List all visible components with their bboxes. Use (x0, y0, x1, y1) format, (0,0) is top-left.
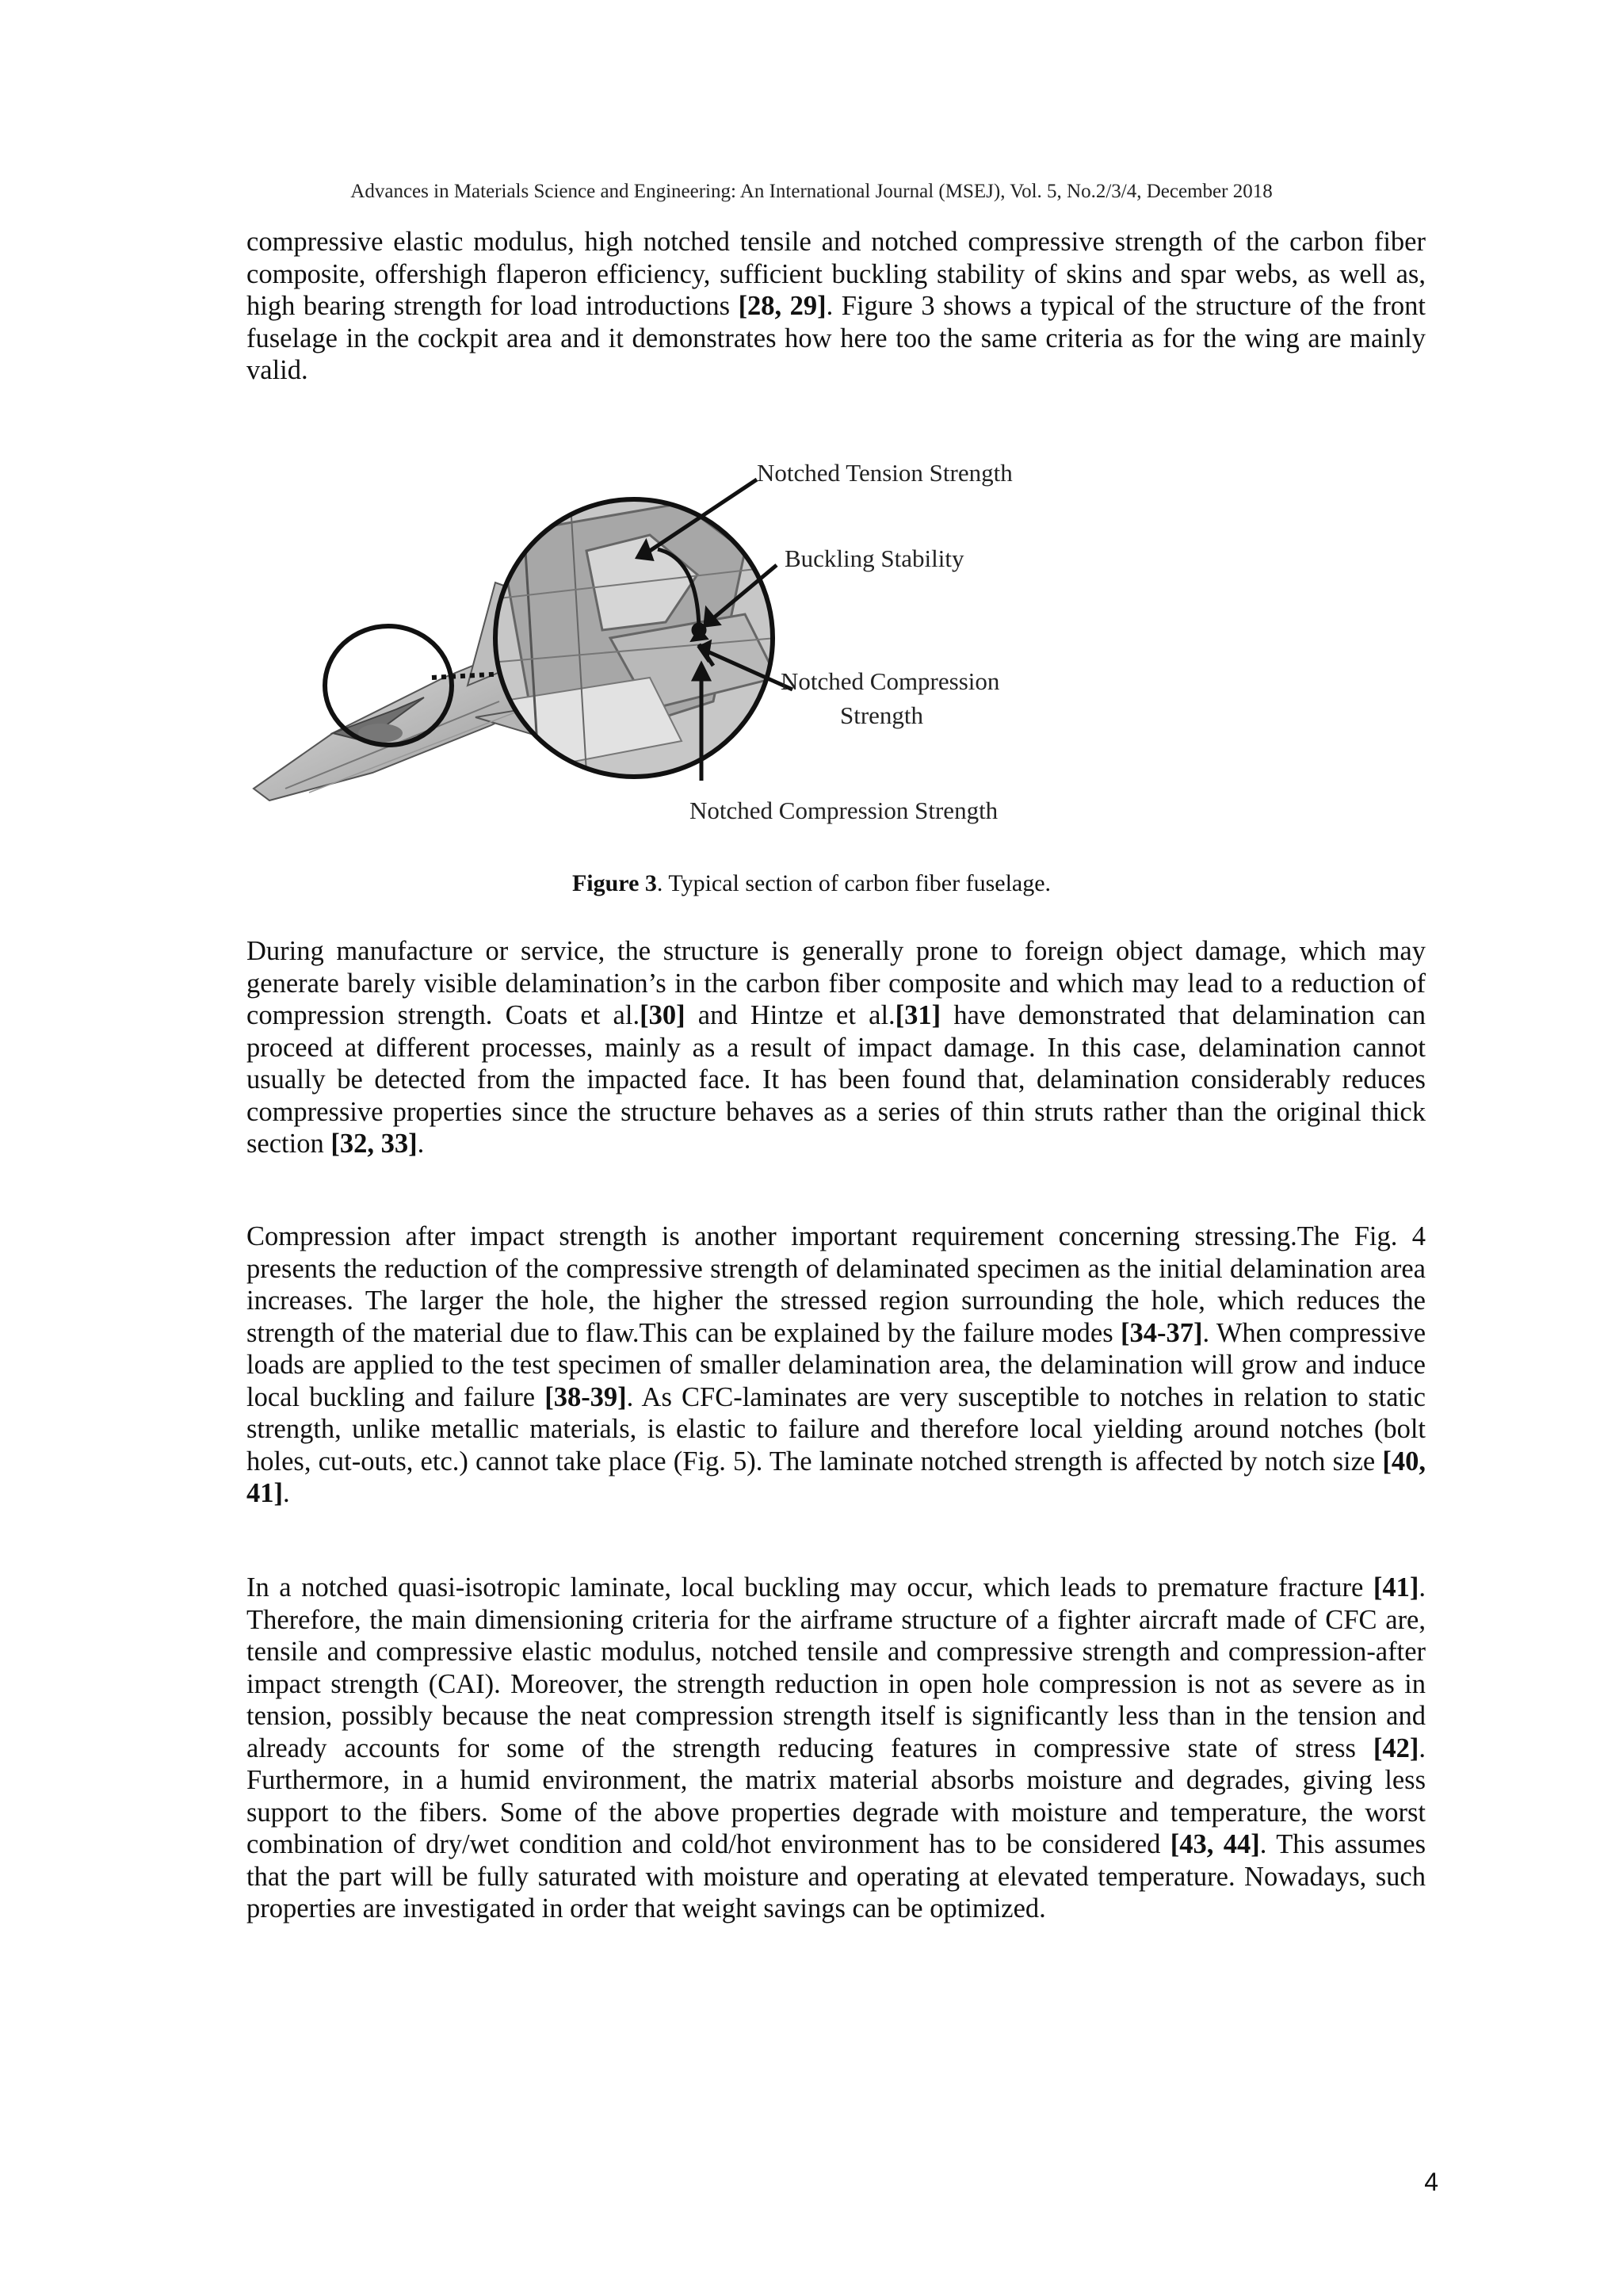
citation: [34-37] (1121, 1317, 1203, 1348)
label-notched-tension: Notched Tension Strength (757, 459, 1013, 487)
text-run: . Therefore, the main dimensioning criteria for the airframe structure of a fighter aircraft made of CFC are, tensile and compressive elastic modulus, notched tensile and compressive strength and compression-after impact strength (CAI). Moreover, the strength reduction in open hole compression is not as severe as in tension, possibly because the neat compression strength itself is significantly less than in the tension and already accounts for some of the strength reducing features in compressive state of stress (246, 1572, 1426, 1763)
figure-caption (0, 870, 1623, 897)
figure-3 (238, 440, 1442, 852)
paragraph-4 (246, 1572, 1426, 1925)
citation: [28, 29] (738, 291, 827, 321)
citation: [31] (895, 1000, 941, 1030)
text-run: . This assumes that the part will be fully saturated with moisture and operating at elevated temperature. Nowadays, such properties are investigated in order that weight savings can be optimized. (246, 1829, 1426, 1924)
text-run: . When compressive loads are applied to the test specimen of smaller delamination area, the delamination will grow and induce local buckling and failure (246, 1317, 1426, 1412)
text-run: . (283, 1478, 290, 1508)
paragraph-2 (246, 935, 1426, 1160)
fuselage-illustration (238, 440, 1442, 852)
label-notched-compression: Notched Compression (781, 667, 1000, 695)
citation: [42] (1373, 1733, 1419, 1763)
citation: [30] (640, 1000, 685, 1030)
paragraph-3 (246, 1221, 1426, 1510)
text-run: . (417, 1129, 425, 1159)
citation: [41] (1373, 1572, 1419, 1603)
label-notched-compression-line2: Strength (840, 701, 924, 729)
paragraph-1 (246, 226, 1426, 387)
text-run: compressive elastic modulus, high notched tensile and notched compressive strength of the carbon fiber composite, offershigh flaperon efficiency, sufficient buckling stability of skins and spar webs, as well as, high bearing strength for load introductions (246, 227, 1426, 321)
page-number: 4 (1424, 2168, 1438, 2196)
label-buckling: Buckling Stability (785, 544, 964, 572)
citation: [40, 41] (246, 1446, 1426, 1508)
citation: [32, 33] (330, 1129, 418, 1159)
text-run: During manufacture or service, the structure is generally prone to foreign object damage, which may generate barely visible delamination’s in the carbon fiber composite and which may lead to a reduction of compression strength. Coats et al. (246, 936, 1426, 1030)
label-notched-compression-bottom: Notched Compression Strength (689, 797, 999, 824)
citation: [38-39] (544, 1381, 627, 1412)
caption-text: . Typical section of carbon fiber fuselage. (656, 870, 1052, 896)
text-run: . Furthermore, in a humid environment, the matrix material absorbs moisture and degrades, giving less support to the fibers. Some of the above properties degrade with moisture and temperature, the worst combination of dry/wet condition and cold/hot environment has to be considered (246, 1733, 1426, 1859)
caption-label: Figure 3 (571, 870, 657, 896)
zoomed-fuselage-section (495, 499, 777, 777)
text-run: have demonstrated that delamination can proceed at different processes, mainly as a result of impact damage. In this case, delamination cannot usually be detected from the impacted face. It has been found that, delamination considerably reduces compressive properties since the structure behaves as a series of thin struts rather than the original thick section (246, 1000, 1426, 1159)
text-run: In a notched quasi-isotropic laminate, local buckling may occur, which leads to premature fracture (246, 1572, 1373, 1603)
citation: [43, 44] (1170, 1829, 1260, 1859)
running-header: Advances in Materials Science and Engineering: An International Journal (MSEJ), Vol. 5, No.2/3/4, December 2018 (350, 181, 1273, 202)
text-run: Compression after impact strength is another important requirement concerning stressing.The Fig. 4 presents the reduction of the compressive strength of delaminated specimen as the initial delamination area increases. The larger the hole, the higher the stressed region surrounding the hole, which reduces the strength of the material due to flaw.This can be explained by the failure modes (246, 1221, 1426, 1348)
text-run: . Figure 3 shows a typical of the structure of the front fuselage in the cockpit area and it demonstrates how here too the same criteria as for the wing are mainly valid. (246, 291, 1426, 385)
text-run: and Hintze et al. (685, 1000, 896, 1030)
text-run: . As CFC-laminates are very susceptible to notches in relation to static strength, unlike metallic materials, is elastic to failure and therefore local yielding around notches (bolt holes, cut-outs, etc.) cannot take place (Fig. 5). The laminate notched strength is affected by notch size (246, 1381, 1426, 1477)
